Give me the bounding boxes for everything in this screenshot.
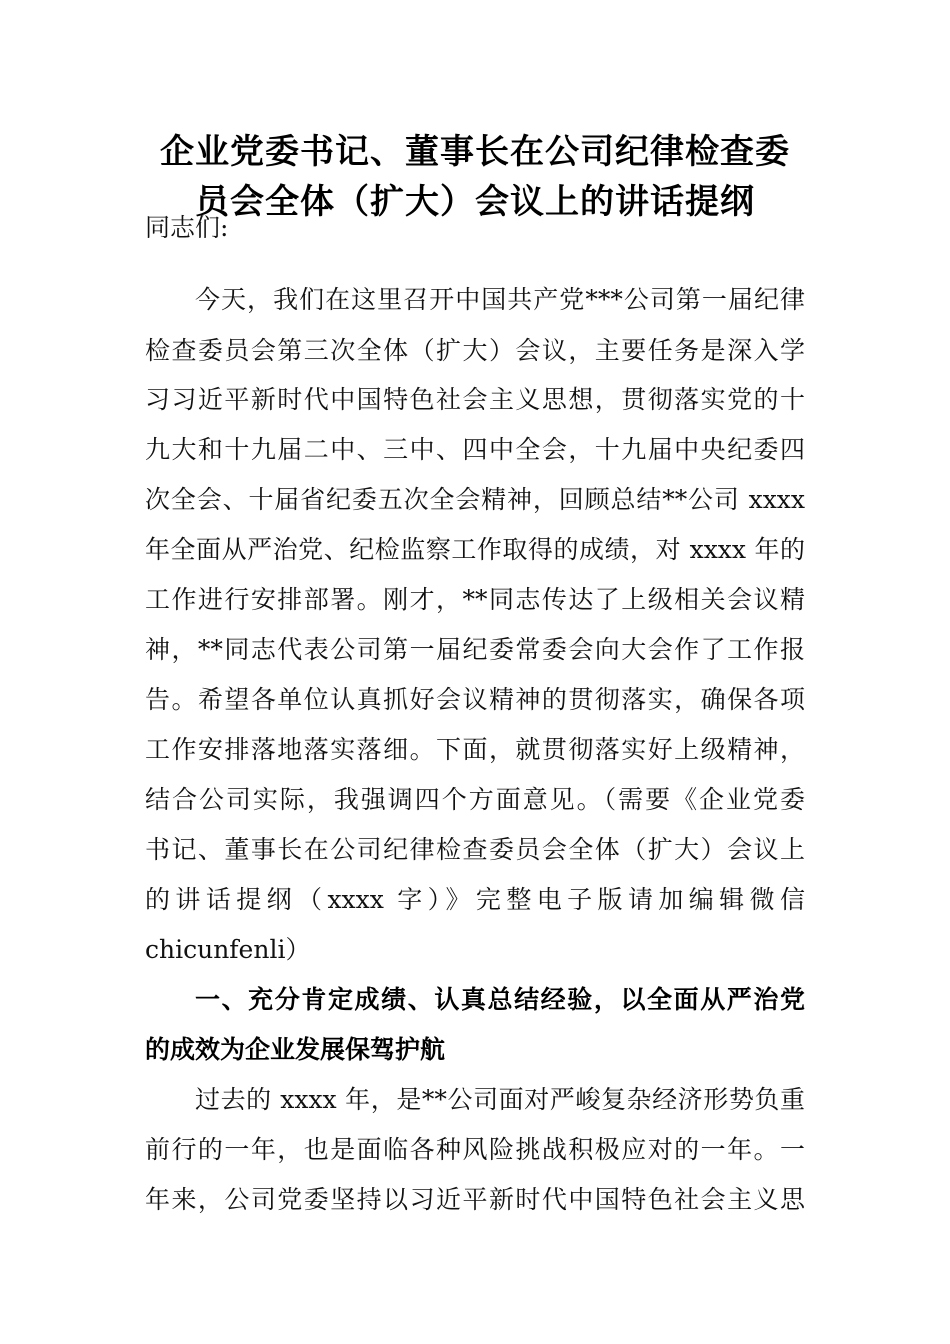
body-line: 神，**同志代表公司第一届纪委常委会向大会作了工作报: [145, 635, 805, 664]
body-line: 年全面从严治党、纪检监察工作取得的成绩，对 xxxx 年的: [145, 535, 805, 564]
body-line: 前行的一年，也是面临各种风险挑战积极应对的一年。一: [145, 1135, 805, 1164]
body-line: chicunfenli）: [145, 935, 311, 964]
body-line: 的讲话提纲（xxxx 字）》完整电子版请加编辑微信: [145, 885, 805, 914]
body-line: 告。希望各单位认真抓好会议精神的贯彻落实，确保各项: [145, 685, 805, 714]
body-line: 工作安排落地落实落细。下面，就贯彻落实好上级精神，: [145, 735, 805, 764]
document-title-line-1: 企业党委书记、董事长在公司纪律检查委: [160, 132, 790, 172]
body-line: 书记、董事长在公司纪律检查委员会全体（扩大）会议上: [145, 835, 805, 864]
body-line: 习习近平新时代中国特色社会主义思想，贯彻落实党的十: [145, 385, 805, 414]
section-heading-line: 的成效为企业发展保驾护航: [145, 1035, 446, 1064]
body-line: 九大和十九届二中、三中、四中全会，十九届中央纪委四: [145, 435, 805, 464]
document-title-line-2: 员会全体（扩大）会议上的讲话提纲: [195, 182, 755, 222]
body-line: 今天，我们在这里召开中国共产党***公司第一届纪律: [195, 285, 805, 314]
body-line: 年来，公司党委坚持以习近平新时代中国特色社会主义思: [145, 1185, 805, 1214]
salutation: 同志们:: [145, 213, 229, 242]
section-heading-line: 一、充分肯定成绩、认真总结经验，以全面从严治党: [195, 985, 805, 1014]
body-line: 次全会、十届省纪委五次全会精神，回顾总结**公司 xxxx: [145, 485, 805, 514]
body-line: 结合公司实际，我强调四个方面意见。（需要《企业党委: [145, 785, 805, 814]
body-line: 工作进行安排部署。刚才，**同志传达了上级相关会议精: [145, 585, 805, 614]
body-line: 检查委员会第三次全体（扩大）会议，主要任务是深入学: [145, 336, 805, 365]
body-line: 过去的 xxxx 年，是**公司面对严峻复杂经济形势负重: [195, 1085, 805, 1114]
